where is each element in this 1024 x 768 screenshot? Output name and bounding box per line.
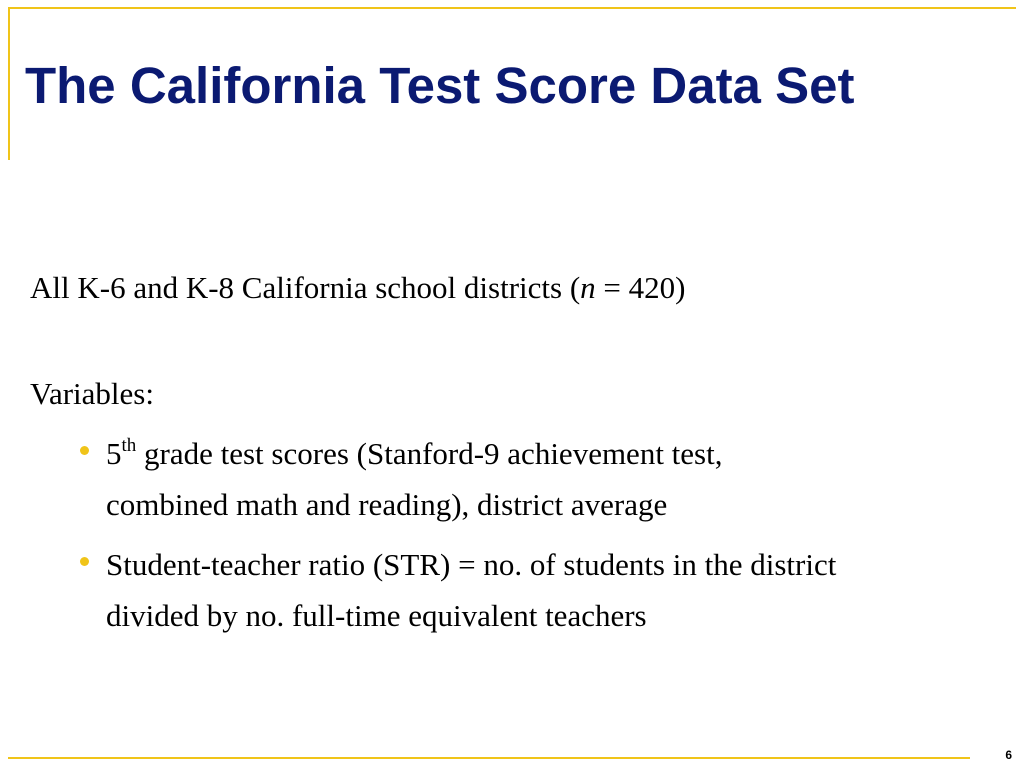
n-symbol: n bbox=[580, 270, 596, 305]
variables-label: Variables: bbox=[30, 376, 154, 411]
list-item-line2-text: divided by no. full-time equivalent teachers bbox=[106, 598, 647, 633]
footer-divider bbox=[8, 757, 970, 759]
bullet-dot-icon bbox=[80, 557, 89, 566]
frame-top-border bbox=[8, 7, 1016, 9]
list-item-student-teacher-ratio bbox=[80, 539, 1000, 641]
list-item-line bbox=[106, 428, 1000, 479]
intro-text bbox=[30, 270, 685, 306]
list-item-line1-text: grade test scores (Stanford-9 achievement test, bbox=[136, 436, 723, 471]
variables-list bbox=[80, 428, 1000, 650]
page-number: 6 bbox=[1005, 748, 1012, 762]
list-item-test-scores bbox=[80, 428, 1000, 530]
ordinal-suffix: th bbox=[121, 435, 137, 456]
grade-number: 5 bbox=[106, 436, 122, 471]
slide-title: The California Test Score Data Set bbox=[25, 57, 855, 114]
list-item-line2-text: combined math and reading), district average bbox=[106, 487, 668, 522]
list-item-line1-text: Student-teacher ratio (STR) = no. of students in the district bbox=[106, 547, 837, 582]
intro-text-after: = 420) bbox=[595, 270, 686, 305]
intro-text-before: All K-6 and K-8 California school districts ( bbox=[30, 270, 581, 305]
bullet-dot-icon bbox=[80, 446, 89, 455]
frame-left-border bbox=[8, 7, 10, 160]
